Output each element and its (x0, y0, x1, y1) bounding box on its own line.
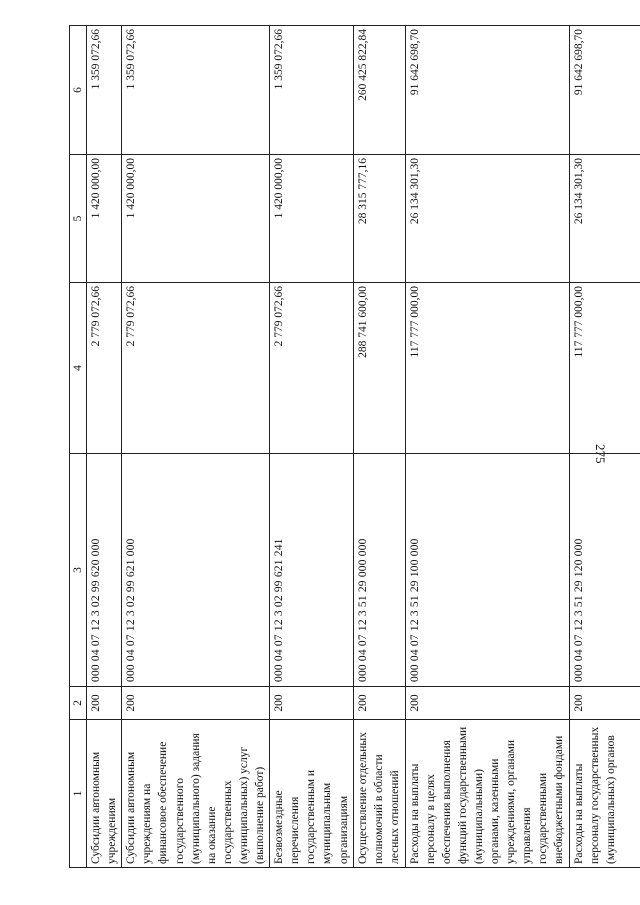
row-value-5: 26 134 301,30 (569, 155, 640, 283)
row-code: 000 04 07 12 3 51 29 120 000 (569, 454, 640, 687)
row-value-6: 91 642 698,70 (569, 26, 640, 155)
row-admin: 200 (405, 687, 569, 720)
row-value-6: 1 359 072,66 (87, 26, 122, 155)
row-value-5: 26 134 301,30 (405, 155, 569, 283)
col-header-1: 1 (70, 720, 87, 868)
table-row (270, 26, 353, 868)
row-admin: 200 (270, 687, 353, 720)
row-admin: 200 (353, 687, 405, 720)
row-name: Безвозмездные перечисления государственным и муниципальным организациям (270, 720, 353, 868)
row-value-4: 2 779 072,66 (87, 283, 122, 454)
row-code: 000 04 07 12 3 02 99 621 241 (270, 454, 353, 687)
row-value-5: 1 420 000,00 (87, 155, 122, 283)
col-header-4: 4 (70, 283, 87, 454)
row-code: 000 04 07 12 3 51 29 000 000 (353, 454, 405, 687)
row-value-4: 117 777 000,00 (569, 283, 640, 454)
col-header-3: 3 (70, 454, 87, 687)
row-name: Осуществление отдельных полномочий в области лесных отношений (353, 720, 405, 868)
table-row (122, 26, 270, 868)
budget-table (69, 25, 640, 868)
table-row (569, 26, 640, 868)
table-row (87, 26, 122, 868)
row-value-6: 1 359 072,66 (122, 26, 270, 155)
row-admin: 200 (122, 687, 270, 720)
row-name: Расходы на выплаты персоналу государственных (муниципальных) органов (569, 720, 640, 868)
row-value-6: 91 642 698,70 (405, 26, 569, 155)
table-row (405, 26, 569, 868)
row-value-4: 2 779 072,66 (270, 283, 353, 454)
row-value-6: 260 425 822,84 (353, 26, 405, 155)
page-number: 275 (593, 444, 608, 464)
col-header-6: 6 (70, 26, 87, 155)
col-header-5: 5 (70, 155, 87, 283)
row-code: 000 04 07 12 3 02 99 621 000 (122, 454, 270, 687)
header-row (70, 26, 87, 868)
row-admin: 200 (569, 687, 640, 720)
row-code: 000 04 07 12 3 02 99 620 000 (87, 454, 122, 687)
row-value-5: 1 420 000,00 (270, 155, 353, 283)
table-row (353, 26, 405, 868)
row-name: Расходы на выплаты персоналу в целях обеспечения выполнения функций государственными (муниципальными) органами, казенными учреждениями, органами управления государственными внебюджетными фондами (405, 720, 569, 868)
row-value-4: 288 741 600,00 (353, 283, 405, 454)
row-value-5: 28 315 777,16 (353, 155, 405, 283)
col-header-2: 2 (70, 687, 87, 720)
row-admin: 200 (87, 687, 122, 720)
row-name: Субсидии автономным учреждениям на финансовое обеспечение государственного (муниципального) задания на оказание государственных (муниципальных) услуг (выполнение работ) (122, 720, 270, 868)
row-value-5: 1 420 000,00 (122, 155, 270, 283)
row-code: 000 04 07 12 3 51 29 100 000 (405, 454, 569, 687)
row-value-6: 1 359 072,66 (270, 26, 353, 155)
row-name: Субсидии автономным учреждениям (87, 720, 122, 868)
row-value-4: 117 777 000,00 (405, 283, 569, 454)
row-value-4: 2 779 072,66 (122, 283, 270, 454)
